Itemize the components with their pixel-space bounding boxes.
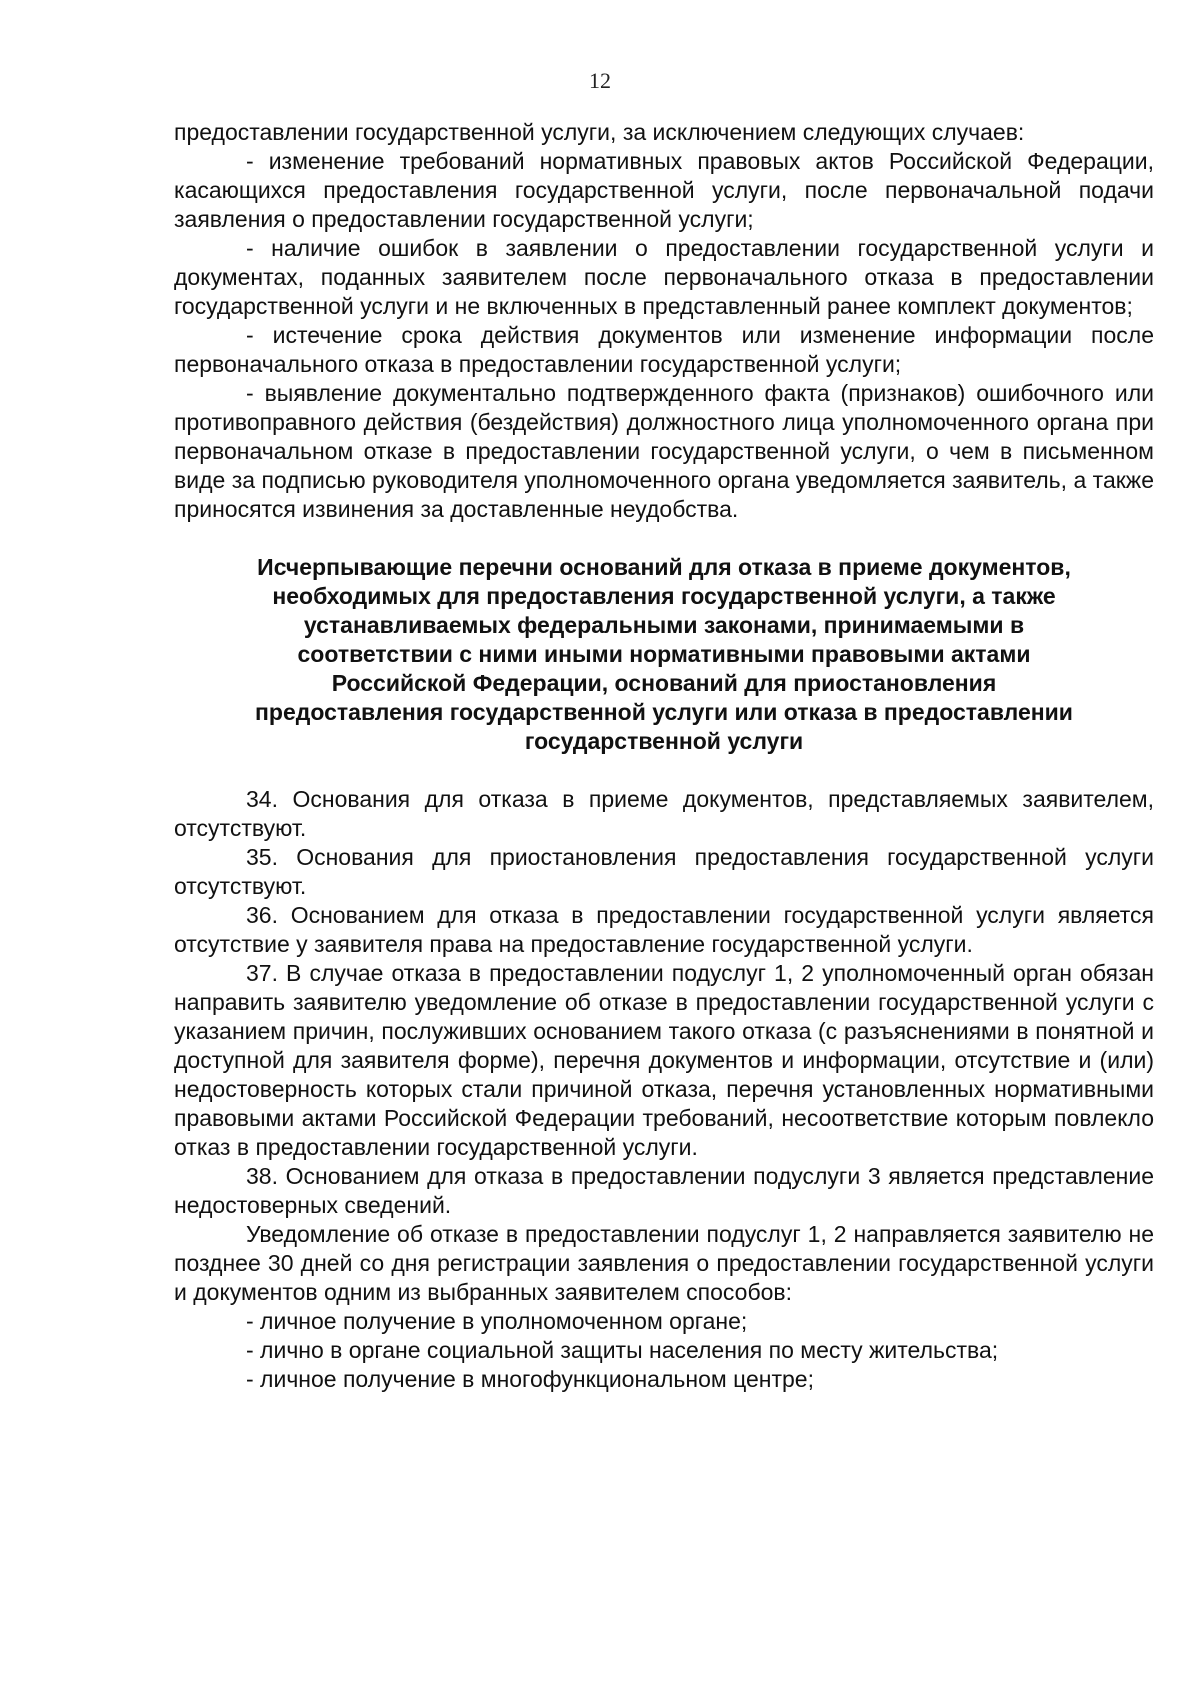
paragraph-35: 35. Основания для приостановления предоставления государственной услуги отсутствуют. bbox=[174, 844, 1154, 899]
list-item: - личное получение в уполномоченном органе; bbox=[246, 1308, 748, 1334]
list-item: - наличие ошибок в заявлении о предоставлении государственной услуги и документах, поданных заявителем после первоначального отказа в предоставлении государственной услуги и не включенных в представленный ранее комплект документов; bbox=[174, 235, 1154, 319]
paragraph-34: 34. Основания для отказа в приеме документов, представляемых заявителем, отсутствуют. bbox=[174, 786, 1154, 841]
paragraph-38: 38. Основанием для отказа в предоставлении подуслуги 3 является представление недостоверных сведений. bbox=[174, 1163, 1154, 1218]
list-item: - изменение требований нормативных правовых актов Российской Федерации, касающихся предоставления государственной услуги, после первоначальной подачи заявления о предоставлении государственной услуги; bbox=[174, 148, 1154, 232]
section-heading-line: соответствии с ними иными нормативными правовыми актами bbox=[297, 641, 1031, 667]
page-number: 12 bbox=[589, 68, 611, 93]
section-heading-line: устанавливаемых федеральными законами, принимаемыми в bbox=[303, 612, 1025, 638]
list-item: - личное получение в многофункциональном центре; bbox=[246, 1366, 814, 1392]
list-item: - истечение срока действия документов или изменение информации после первоначального отказа в предоставлении государственной услуги; bbox=[174, 322, 1154, 377]
section-heading-line: необходимых для предоставления государственной услуги, а также bbox=[272, 583, 1056, 609]
paragraph-37: 37. В случае отказа в предоставлении подуслуг 1, 2 уполномоченный орган обязан направить заявителю уведомление об отказе в предоставлении государственной услуги с указанием причин, послуживших основанием такого отказа (с разъяснениями в понятной и доступной для заявителя форме), перечня документов и информации, отсутствие и (или) недостоверность которых стали причиной отказа, перечня установленных нормативными правовыми актами Российской Федерации требований, несоответствие которым повлекло отказ в предоставлении государственной услуги. bbox=[174, 960, 1154, 1160]
document-content bbox=[174, 118, 1154, 1394]
paragraph-36: 36. Основанием для отказа в предоставлении государственной услуги является отсутствие у заявителя права на предоставление государственной услуги. bbox=[174, 902, 1154, 957]
section-heading bbox=[174, 553, 1154, 756]
section-heading-line: Исчерпывающие перечни оснований для отказа в приеме документов, bbox=[257, 554, 1071, 580]
section-heading-line: государственной услуги bbox=[524, 728, 804, 754]
section-heading-line: предоставления государственной услуги или отказа в предоставлении bbox=[255, 699, 1073, 725]
list-item: - выявление документально подтвержденного факта (признаков) ошибочного или противоправного действия (бездействия) должностного лица уполномоченного органа при первоначальном отказе в предоставлении государственной услуги, о чем в письменном виде за подписью руководителя уполномоченного органа уведомляется заявитель, а также приносятся извинения за доставленные неудобства. bbox=[174, 380, 1154, 522]
list-item: - лично в органе социальной защиты населения по месту жительства; bbox=[246, 1337, 999, 1363]
section-heading-line: Российской Федерации, оснований для приостановления bbox=[331, 670, 997, 696]
paragraph-notification: Уведомление об отказе в предоставлении подуслуг 1, 2 направляется заявителю не позднее 30 дней со дня регистрации заявления о предоставлении государственной услуги и документов одним из выбранных заявителем способов: bbox=[174, 1221, 1154, 1305]
paragraph-continuation: предоставлении государственной услуги, за исключением следующих случаев: bbox=[174, 119, 1025, 145]
